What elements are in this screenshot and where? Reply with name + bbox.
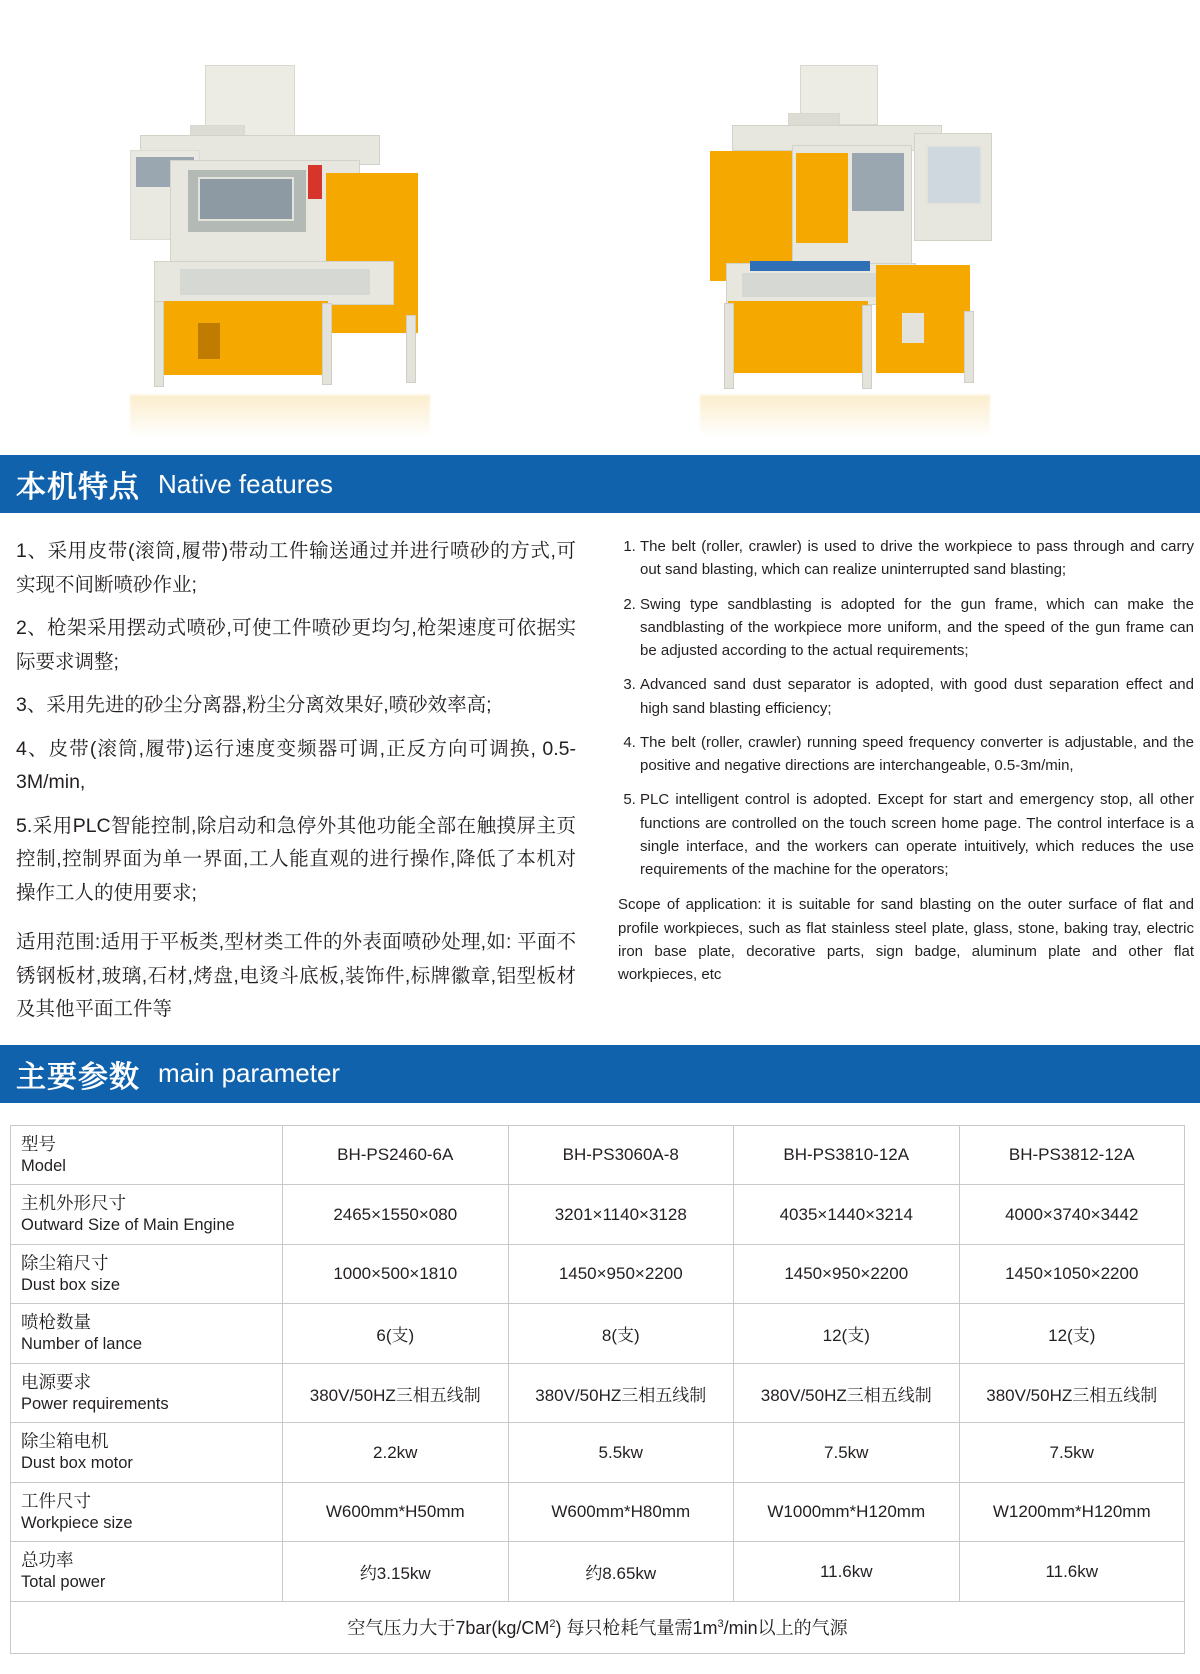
- table-cell: W600mm*H50mm: [283, 1482, 509, 1542]
- product-photo-area: [0, 0, 1200, 455]
- table-row: [11, 1185, 1185, 1245]
- table-cell: 11.6kw: [734, 1542, 960, 1602]
- row-label: [11, 1185, 283, 1245]
- table-cell: W1200mm*H120mm: [959, 1482, 1185, 1542]
- row-label: [11, 1363, 283, 1423]
- footnote-suffix: /min以上的气源: [723, 1618, 848, 1639]
- table-cell: 380V/50HZ三相五线制: [283, 1363, 509, 1423]
- table-footnote: [11, 1601, 1185, 1653]
- feature-item-cn: 3、采用先进的砂尘分离器,粉尘分离效果好,喷砂效率高;: [16, 694, 492, 717]
- table-cell: 11.6kw: [959, 1542, 1185, 1602]
- footnote-mid: ) 每只枪耗气量需1m: [555, 1618, 718, 1639]
- footnote-sup-2: 3: [717, 1618, 724, 1631]
- table-cell: BH-PS3810-12A: [734, 1125, 960, 1185]
- table-cell: 2465×1550×080: [283, 1185, 509, 1245]
- feature-scope-cn: 适用范围:适用于平板类,型材类工件的外表面喷砂处理,如: 平面不锈钢板材,玻璃,石材,烤盘,电烫斗底板,装饰件,标牌徽章,铝型板材及其他平面工件等: [16, 931, 576, 1021]
- table-cell: 380V/50HZ三相五线制: [508, 1363, 734, 1423]
- row-label-en: Number of lance: [21, 1335, 143, 1354]
- table-footnote-row: [11, 1601, 1185, 1653]
- feature-item-en: 2. Swing type sandblasting is adopted for the gun frame, which can make the sandblasting of the workpiece more uniform, and the speed of the gun frame can be adjusted according to the actual requirements;: [640, 593, 1194, 663]
- feature-item-en: 1. The belt (roller, crawler) is used to drive the workpiece to pass through and carry out sand blasting, which can realize uninterrupted sand blasting;: [640, 535, 1194, 582]
- features-title-cn: 本机特点: [16, 471, 140, 504]
- feature-item-cn: 2、枪架采用摆动式喷砂,可使工件喷砂更均匀,枪架速度可依据实际要求调整;: [16, 617, 576, 673]
- footnote-sup-1: 2: [549, 1618, 556, 1631]
- row-label-cn: 除尘箱电机: [21, 1431, 109, 1452]
- machine-reflection-left: [130, 395, 430, 437]
- feature-scope-en: Scope of application: it is suitable for sand blasting on the outer surface of flat and profile workpieces, such as flat stainless steel plate, glass, stone, baking tray, electric iron base plate, decorative parts, sign badge, aluminum plate and other flat workpieces, etc: [618, 896, 1194, 983]
- table-row: [11, 1423, 1185, 1483]
- table-cell: BH-PS2460-6A: [283, 1125, 509, 1185]
- row-label-cn: 除尘箱尺寸: [21, 1252, 109, 1273]
- table-row: [11, 1542, 1185, 1602]
- feature-item-cn: 1、采用皮带(滚筒,履带)带动工件输送通过并进行喷砂的方式,可实现不间断喷砂作业;: [16, 540, 576, 596]
- row-label: [11, 1423, 283, 1483]
- row-label: [11, 1542, 283, 1602]
- parameters-title-en: main parameter: [158, 1058, 341, 1089]
- table-cell: BH-PS3060A-8: [508, 1125, 734, 1185]
- table-cell: W1000mm*H120mm: [734, 1482, 960, 1542]
- table-cell: 7.5kw: [959, 1423, 1185, 1483]
- table-cell: 5.5kw: [508, 1423, 734, 1483]
- table-cell: 1000×500×1810: [283, 1244, 509, 1304]
- table-row: [11, 1482, 1185, 1542]
- feature-item-en: 4. The belt (roller, crawler) running speed frequency converter is adjustable, and the positive and negative directions are interchangeable, 0.5-3m/min,: [640, 731, 1194, 778]
- row-label-en: Dust box motor: [21, 1454, 133, 1473]
- table-cell: 12(支): [959, 1304, 1185, 1364]
- table-cell: 约3.15kw: [283, 1542, 509, 1602]
- row-label: [11, 1482, 283, 1542]
- table-cell: 6(支): [283, 1304, 509, 1364]
- row-label-en: Power requirements: [21, 1394, 169, 1413]
- row-label: [11, 1125, 283, 1185]
- table-cell: 380V/50HZ三相五线制: [959, 1363, 1185, 1423]
- feature-item-en: 3. Advanced sand dust separator is adopted, with good dust separation effect and high sand blasting efficiency;: [640, 673, 1194, 720]
- table-cell: 1450×1050×2200: [959, 1244, 1185, 1304]
- table-cell: 4035×1440×3214: [734, 1185, 960, 1245]
- features-english-column: [600, 535, 1200, 1027]
- table-cell: BH-PS3812-12A: [959, 1125, 1185, 1185]
- feature-item-cn: 4、皮带(滚筒,履带)运行速度变频器可调,正反方向可调换, 0.5-3M/min,: [16, 737, 576, 794]
- features-content: [0, 513, 1200, 1045]
- machine-reflection-right: [700, 395, 990, 437]
- machine-photo-left: [110, 65, 450, 395]
- row-label-cn: 工件尺寸: [21, 1490, 91, 1511]
- table-cell: 12(支): [734, 1304, 960, 1364]
- table-row: [11, 1304, 1185, 1364]
- feature-list-en: [618, 535, 1194, 881]
- machine-photo-right: [680, 65, 1010, 395]
- footnote-prefix: 空气压力大于7bar(kg/CM: [347, 1618, 550, 1639]
- row-label-en: Total power: [21, 1573, 106, 1592]
- row-label-cn: 总功率: [21, 1550, 74, 1571]
- row-label-cn: 喷枪数量: [21, 1312, 91, 1333]
- parameters-table: [10, 1125, 1185, 1654]
- table-row: [11, 1363, 1185, 1423]
- feature-item-cn: 5.采用PLC智能控制,除启动和急停外其他功能全部在触摸屏主页控制,控制界面为单一界面,工人能直观的进行操作,降低了本机对操作工人的使用要求;: [16, 814, 576, 904]
- row-label-en: Workpiece size: [21, 1513, 133, 1532]
- table-cell: 4000×3740×3442: [959, 1185, 1185, 1245]
- table-row: [11, 1244, 1185, 1304]
- parameters-table-wrapper: [0, 1103, 1200, 1674]
- table-cell: 380V/50HZ三相五线制: [734, 1363, 960, 1423]
- features-chinese-column: [0, 535, 600, 1027]
- row-label-cn: 电源要求: [21, 1371, 91, 1392]
- table-cell: 2.2kw: [283, 1423, 509, 1483]
- feature-item-en: 5. PLC intelligent control is adopted. Except for start and emergency stop, all other functions are controlled on the touch screen home page. The control interface is a single interface, and the workers can operate intuitively, which reduces the use requirements of the machine for the operators;: [640, 788, 1194, 881]
- table-cell: 8(支): [508, 1304, 734, 1364]
- parameters-title-cn: 主要参数: [16, 1060, 140, 1094]
- table-cell: W600mm*H80mm: [508, 1482, 734, 1542]
- features-title-en: Native features: [158, 468, 333, 499]
- table-cell: 3201×1140×3128: [508, 1185, 734, 1245]
- row-label-en: Outward Size of Main Engine: [21, 1216, 235, 1235]
- row-label-cn: 主机外形尺寸: [21, 1193, 126, 1214]
- table-cell: 1450×950×2200: [734, 1244, 960, 1304]
- row-label: [11, 1304, 283, 1364]
- row-label-en: Dust box size: [21, 1275, 121, 1294]
- section-header-parameters: [0, 1045, 1200, 1103]
- table-row: [11, 1125, 1185, 1185]
- section-header-features: [0, 455, 1200, 513]
- row-label-en: Model: [21, 1156, 66, 1175]
- row-label-cn: 型号: [21, 1133, 56, 1154]
- table-cell: 1450×950×2200: [508, 1244, 734, 1304]
- table-cell: 7.5kw: [734, 1423, 960, 1483]
- row-label: [11, 1244, 283, 1304]
- table-cell: 约8.65kw: [508, 1542, 734, 1602]
